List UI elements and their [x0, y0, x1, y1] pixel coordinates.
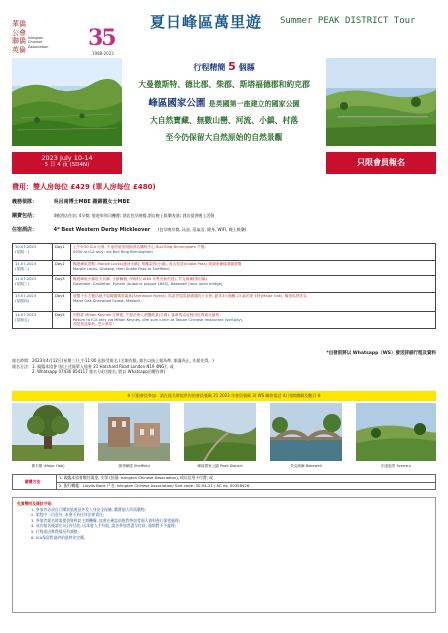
gallery-item-bakewell: [270, 403, 342, 469]
disclaimer-box: [12, 497, 436, 613]
gallery-caption: 橡木樹 (Major Oak): [31, 464, 65, 468]
disclaimer-item: 1. 參加者必須自行購買旅遊意外及人身安全保險, 購費個人所需藥物;: [31, 506, 146, 512]
tour-date-range: 2023 July 10-14: [41, 154, 93, 162]
itinerary-row: [13, 293, 436, 312]
registration-method-2: 2. Whatsapp 07436 854117 報名 (成功報名, 將以 Whatsapp回覆作實): [32, 369, 166, 374]
anniversary-35-logo: 35: [88, 25, 115, 51]
members-only-banner: ※ 只限會員參加：請在報名時提供你的會員號碼 21 2023 年會員號碼 3) WS 聯絡電話 4) 用間體聯及數目 ※: [12, 391, 436, 401]
hotel-label: 住宿酒店：: [12, 227, 38, 233]
peak-district-valley-photo: [12, 58, 122, 146]
itinerary-text-en: Dovedale, Castleton, Eyham (bubonic plague 1665), Bakewell (love locks bridge);: [73, 281, 224, 286]
fee-includes-value: 4晚酒店住宿; 4早餐; 旅遊車和司機費; 酒店包早晚餐,酒店晚上娛樂表演; 酒店提供晚上活動: [53, 213, 215, 218]
national-park-line: 峰區國家公園 是英國第一座建立的國家公園: [148, 98, 300, 109]
itinerary-text-zh: 暢遊峰區小鎮杜夫代爾, 卡斯爾頓, 伊姆村(1665 年黑死病村莊), 貝克威爾(情侶橋): [73, 277, 207, 281]
tour-leaders-line: [12, 198, 130, 205]
gallery-item-major-oak: [12, 403, 84, 469]
gallery-caption: 峰區國家公園 Peak District: [197, 464, 243, 468]
counties-count-line: 行程精簡 5 個縣: [193, 60, 255, 73]
itinerary-row: [13, 244, 436, 261]
tour-leaders-value: 吳呂南博士MBE 謝錦霞女士MBE: [53, 199, 130, 205]
itinerary-text-zh: 回程經 Milton Keynes 完畢後, 午餐於唐人酒樓飲茶(自費), 客車再送返程回伍敦東北倫敦: [73, 313, 220, 317]
payment-methods: [12, 474, 436, 490]
disclaimer-item: 5. 行程或因實際情況有調整;: [31, 528, 79, 534]
members-only-box: 只限會員報名: [326, 152, 436, 174]
itinerary-text-en: Major Oak Sherwood Forest, Matlock;: [73, 298, 142, 303]
itinerary-weekday: (星期四): [15, 298, 29, 303]
registration-info: [12, 358, 436, 375]
fees-line: 費用：雙人房每位 £429 (單人房每位 £480): [12, 183, 156, 191]
itinerary-wishes: 預祝旅途愉快, 老少康泰！: [73, 322, 116, 327]
title-english: Summer PEAK DISTRICT Tour: [280, 16, 416, 26]
disclaimer-item: 6. ICA保留對最終的最終決定權。: [31, 534, 88, 540]
disclaimer-item: 3. 參加者報名時需提供資料給主辦機構, 協會在確認前後對參加者個人資料進行保密處理;: [31, 517, 181, 523]
itinerary-day: Day3: [53, 276, 71, 293]
itinerary-text-en: Return to ICA only via Milton Keynes, dim sum lunch at Taipan Chinese restaurant (self-pay).: [73, 317, 244, 322]
itinerary-day: Day2: [53, 261, 71, 276]
itinerary-day: Day1: [53, 244, 71, 261]
itinerary-table: [12, 243, 436, 329]
payment-method-bank: 2. 銀行轉帳：Lloyds Bank 戶名: Islington Chinese Association/ Sort code :30-94-21 / AC no. 00356926: [57, 482, 436, 490]
counties-list: 大曼徹斯特、德比郡、柴郡、斯塔福德郡和約克郡: [138, 80, 310, 89]
itinerary-weekday: (星期三): [15, 281, 29, 286]
hotel-name: 4* Best Western Derby Mickleover: [53, 227, 151, 233]
hotel-line: [12, 226, 246, 233]
itinerary-date: 13.07.2023: [15, 294, 37, 298]
tour-leaders-label: 義務領隊：: [12, 199, 38, 205]
logo-chinese-characters: 華僑 公會 聯僑 英倫: [12, 20, 26, 54]
tour-dates-box: [12, 152, 122, 174]
registration-time: 報名時間：2023年4月12日(星期三)上午11:00 起接受報名 (名額有限, 報名以接上報為準, 額滿為止, 先報先得。): [12, 358, 214, 363]
natural-landscape-line: 至今仍保留大自然原始的自然景觀: [165, 133, 283, 142]
countryside-photo: [326, 58, 436, 146]
tour-highlights: [126, 60, 322, 143]
gallery-caption: 貝克威爾 Bakewell: [290, 464, 322, 468]
fee-includes-label: 團費包括：: [12, 213, 38, 219]
itinerary-date: 10.07.2023: [15, 245, 37, 249]
gallery-item-peak-district: [184, 403, 256, 469]
anniversary-years: 1988-2023: [92, 51, 114, 56]
itinerary-text-en: Marple Locks, Glossop, then Snake Pass to Sheffield;: [73, 266, 170, 271]
nature-treasure-line: 大自然寶藏、無數山巒、河流、小鎮、村落: [149, 116, 299, 125]
itinerary-row: [13, 276, 436, 293]
itinerary-day: Day4: [53, 293, 71, 312]
hotel-amenities: (包早晚早餐, 泳池, 蒸氣浴, 健身, WIFI, 晚上娛樂): [157, 227, 247, 232]
gallery-caption: 謝菲爾德 Sheffield: [118, 464, 150, 468]
itinerary-text-zh: 遊覽千年古樹佔地千頃範圍廣袤森林(Sherwood Forest), 馬諾老屋富商溝通的大本營, 距其33 個廳 23 畝的麥卡特(Major Oak), 暢遊馬特洛克: [73, 294, 307, 298]
tour-duration: 5 日 4 夜 (5D4N): [44, 162, 90, 168]
itinerary-text-en: 0930 at ICA only; via Bull Ring Birmingham: [73, 249, 153, 254]
logo-english-name: Islington Chinese Association: [28, 36, 49, 49]
itinerary-date: 11.07.2023: [15, 262, 37, 266]
itinerary-text-zh: 上午9:30 ICA 出發, 中途停留伯明翰著名購物中心 Bull Ring Birmingham 午膳.: [73, 245, 206, 249]
payment-label: 繳費方法：: [13, 475, 57, 490]
itinerary-weekday: (星期二): [15, 266, 29, 271]
itinerary-row: [13, 312, 436, 329]
registration-method-1: 報名方法：1. 親臨本協會 (依上述報單入協會 21 Hatchard Road London N19 4NG) , 或: [12, 363, 174, 369]
title-chinese: 夏日峰區萬里遊: [150, 13, 263, 31]
itinerary-date: 12.07.2023: [15, 277, 37, 281]
itinerary-weekday: (星期五): [15, 317, 29, 322]
whatsapp-note: *出發前將以 Whatsapp（WS）發送詳細行程及資料: [326, 351, 436, 356]
disclaimer-item: 4. 成功報名後請在3日內付款, 因本會人手有限, 請各參加者盡早付款, 逾期將不予處理;: [31, 523, 176, 529]
itinerary-date: 14.07.2023: [15, 313, 37, 317]
payment-method-cash: 1. 親臨本協會繳付現金, 支票 (抬頭: Islington Chinese Association), 或以信用卡付費; 或: [57, 475, 436, 483]
itinerary-weekday: (星期一): [15, 249, 29, 254]
gallery-item-scenery: [356, 403, 436, 469]
fee-includes-line: [12, 212, 214, 219]
itinerary-row: [13, 261, 436, 276]
gallery-item-sheffield: [98, 403, 170, 469]
photo-gallery: [12, 403, 436, 469]
gallery-caption: 田道風景 Scenery: [380, 464, 412, 468]
disclaimer-title: 免責聲明及備註守則:: [17, 501, 53, 506]
itinerary-day: Day5: [53, 312, 71, 329]
itinerary-text-zh: 暢遊峰區景點: Marple Locks(運河水閘), 格羅索普(小鎮), 再山蛇道(Snake Pass) 到謝菲爾德城鎮遊覽: [73, 262, 242, 266]
disclaimer-item: 2. 旅程中一切意外, 本會不負任何法律責任;: [31, 512, 105, 518]
